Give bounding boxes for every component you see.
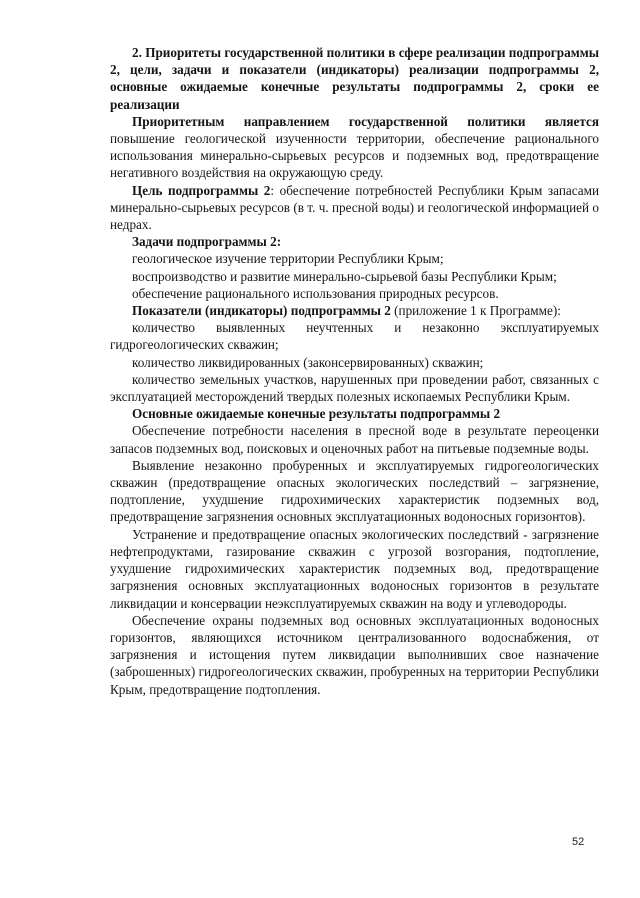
goal-paragraph (110, 182, 599, 234)
page-number: 52 (572, 836, 585, 848)
indicators-paragraph (110, 302, 599, 319)
tasks-heading: Задачи подпрограммы 2: (132, 234, 282, 250)
section-title: 2. Приоритеты государственной политики в сфере реализации подпрограммы 2, цели, задачи и показатели (индикаторы) реализации подпрограммы 2, основные ожидаемые конечные результаты подпрограммы 2, сроки ее реализации (110, 45, 599, 112)
result-paragraph: Обеспечение охраны подземных вод основных эксплуатационных водоносных горизонтов, являющихся источником централизованного водоснабжения, от загрязнения и истощения путем ликвидации выполнивших свое назначение (заброшенных) гидрогеологических скважин, пробуренных на территории Республики Крым, предотвращение подтопления. (110, 612, 599, 697)
indicator-item: количество земельных участков, нарушенных при проведении работ, связанных с эксплуатацией месторождений твердых полезных ископаемых Республики Крым. (110, 371, 599, 405)
goal-text: : обеспечение потребностей Республики Крым запасами минерально-сырьевых ресурсов (в т. ч. пресной воды) и геологической информацией о недрах. (110, 182, 600, 233)
document-page (110, 44, 599, 698)
result-paragraph: Устранение и предотвращение опасных экологических последствий - загрязнение нефтепродуктами, газирование скважин с угрозой возгорания, подтопление, ухудшение гидрохимических характеристик подземных вод, предотвращение загрязнения основных эксплуатационных водоносных горизонтов в результате ликвидации и консервации неэксплуатируемых скважин на воду и углеводороды. (110, 526, 599, 611)
result-paragraph: Выявление незаконно пробуренных и эксплуатируемых гидрогеологических скважин (предотвращение опасных экологических последствий – загрязнение, подтопление, ухудшение гидрохимических характеристик подземных вод, предотвращение загрязнения основных эксплуатационных водоносных горизонтов). (110, 457, 599, 525)
indicator-item: количество ликвидированных (законсервированных) скважин; (132, 354, 484, 370)
priority-paragraph (110, 113, 599, 182)
task-item: обеспечение рационального использования природных ресурсов. (132, 285, 499, 301)
priority-lead: Приоритетным направлением государственной политики является (132, 113, 599, 129)
priority-text: повышение геологической изученности территории, обеспечение рационального использования минерально-сырьевых ресурсов и подземных вод, предотвращение негативного воздействия на окружающую среду. (110, 131, 599, 181)
indicators-text: (приложение 1 к Программе): (390, 303, 561, 319)
task-item: воспроизводство и развитие минерально-сырьевой базы Республики Крым; (132, 268, 557, 284)
goal-lead: Цель подпрограммы 2 (132, 182, 271, 198)
task-item: геологическое изучение территории Республики Крым; (132, 251, 444, 267)
results-heading: Основные ожидаемые конечные результаты подпрограммы 2 (132, 406, 501, 422)
indicators-lead: Показатели (индикаторы) подпрограммы 2 (132, 303, 391, 319)
result-paragraph: Обеспечение потребности населения в пресной воде в результате переоценки запасов подземных вод, поисковых и оценочных работ на питьевые подземные воды. (110, 423, 599, 456)
indicator-item: количество выявленных неучтенных и незаконно эксплуатируемых гидрогеологических скважин; (110, 320, 599, 353)
